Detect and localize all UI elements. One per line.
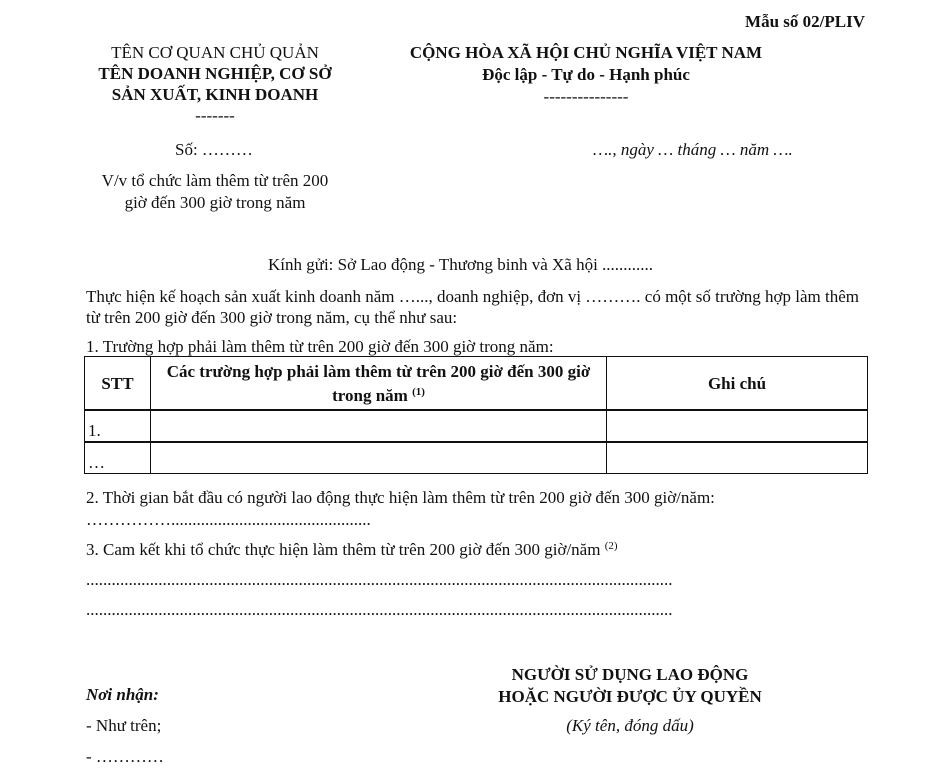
- table-row: [85, 410, 868, 442]
- document-number: Số: ………: [175, 140, 253, 159]
- fill-line-2: ..........................................................................................................................................: [86, 600, 673, 619]
- fill-line-1: ..........................................................................................................................................: [86, 570, 673, 589]
- national-header: [386, 42, 786, 108]
- cell-stt: …: [85, 442, 151, 474]
- section-3-heading: [86, 540, 618, 560]
- recipient-item: - Như trên;: [86, 716, 162, 735]
- section-1-heading: 1. Trường hợp phải làm thêm từ trên 200 giờ đến 300 giờ trong năm:: [86, 337, 554, 356]
- agency-header: [80, 42, 350, 126]
- employer-title-line2: HOẶC NGƯỜI ĐƯỢC ỦY QUYỀN: [498, 687, 762, 706]
- intro-paragraph: Thực hiện kế hoạch sản xuất kinh doanh năm …..., doanh nghiệp, đơn vị ………. có một số trường hợp làm thêm từ trên 200 giờ đến 300 giờ trong năm, cụ thể như sau:: [86, 287, 859, 327]
- recipients-label: Nơi nhận:: [86, 685, 159, 704]
- header-cases: [151, 357, 607, 411]
- employer-signature-block: [460, 664, 800, 708]
- employer-title-line1: NGƯỜI SỬ DỤNG LAO ĐỘNG: [511, 665, 749, 684]
- header-stt: STT: [85, 357, 151, 411]
- recipient-item: - …………: [86, 747, 164, 766]
- recipient-line: Kính gửi: Sở Lao động - Thương binh và Xã hội ............: [268, 255, 654, 274]
- table-row: [85, 442, 868, 474]
- cell-cases: [151, 442, 607, 474]
- enterprise-name-line2: SẢN XUẤT, KINH DOANH: [111, 85, 319, 104]
- section-2-heading: 2. Thời gian bắt đầu có người lao động thực hiện làm thêm từ trên 200 giờ đến 300 giờ/năm:: [86, 488, 715, 507]
- national-motto: Độc lập - Tự do - Hạnh phúc: [482, 65, 690, 84]
- header-rule-left: -------: [195, 106, 235, 125]
- header-cases-text: Các trường hợp phải làm thêm từ trên 200 giờ đến 300 giờ trong năm: [166, 361, 591, 405]
- cell-stt: 1.: [85, 410, 151, 442]
- footnote-marker-1: (1): [412, 385, 425, 398]
- table-header-row: [85, 357, 868, 411]
- country-name: CỘNG HÒA XÃ HỘI CHỦ NGHĨA VIỆT NAM: [409, 43, 763, 62]
- header-notes: Ghi chú: [607, 357, 868, 411]
- signature-instruction: (Ký tên, đóng dấu): [566, 716, 694, 735]
- cell-notes: [607, 410, 868, 442]
- overtime-cases-table: [84, 356, 868, 474]
- enterprise-name-line1: TÊN DOANH NGHIỆP, CƠ SỞ: [98, 64, 332, 83]
- place-date: …., ngày … tháng … năm ….: [593, 140, 793, 159]
- section-3-text: 3. Cam kết khi tổ chức thực hiện làm thêm từ trên 200 giờ đến 300 giờ/năm: [86, 540, 601, 559]
- cell-cases: [151, 410, 607, 442]
- document-subject: [80, 170, 350, 214]
- cell-notes: [607, 442, 868, 474]
- form-code: Mẫu số 02/PLIV: [745, 12, 865, 31]
- subject-line2: giờ đến 300 giờ trong năm: [124, 193, 306, 212]
- parent-agency-name: TÊN CƠ QUAN CHỦ QUẢN: [111, 43, 319, 62]
- header-rule-right: ---------------: [543, 87, 629, 106]
- section-2-fill-line: ……………...............................................: [86, 510, 371, 529]
- subject-line1: V/v tổ chức làm thêm từ trên 200: [101, 171, 329, 190]
- footnote-marker-2: (2): [604, 540, 618, 552]
